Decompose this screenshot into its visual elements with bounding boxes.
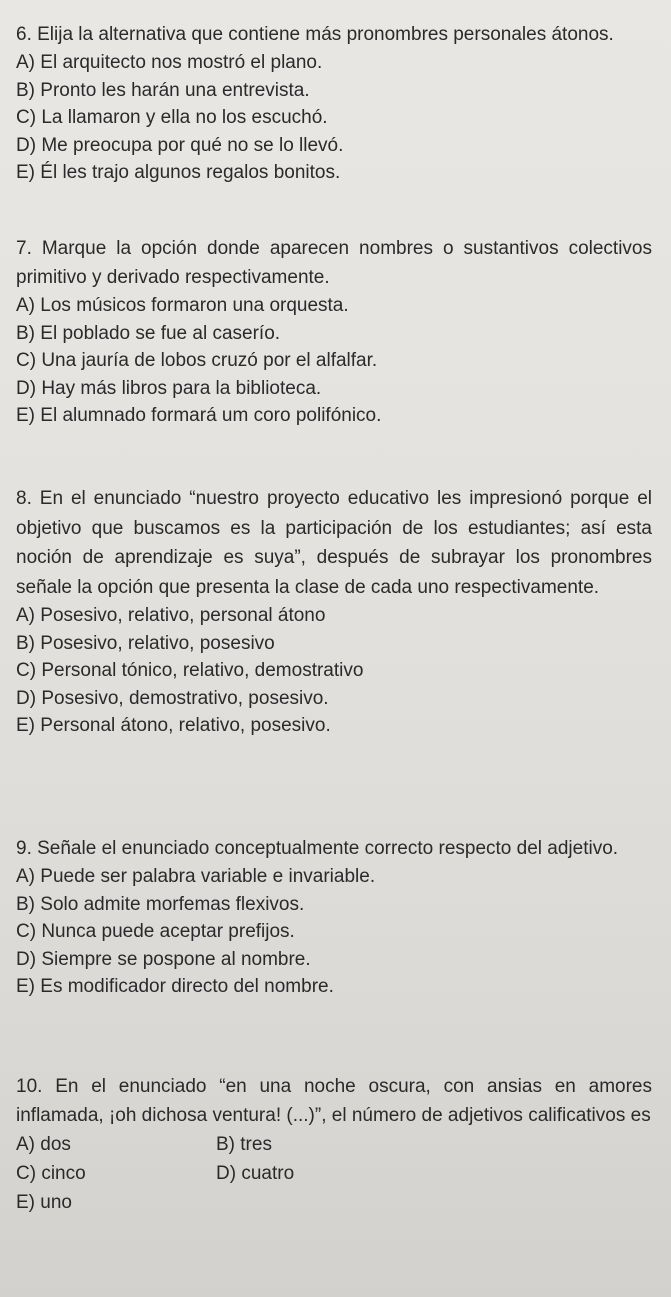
question-6-option-a: A) El arquitecto nos mostró el plano. — [16, 52, 323, 73]
question-9-option-c: C) Nunca puede aceptar prefijos. — [16, 921, 295, 942]
question-8-option-c: C) Personal tónico, relativo, demostrativo — [16, 660, 364, 681]
question-10-option-e: E) uno — [16, 1192, 72, 1213]
question-6-stem: 6. Elija la alternativa que contiene más pronombres personales átonos. — [16, 24, 614, 45]
question-8-option-d: D) Posesivo, demostrativo, posesivo. — [16, 687, 329, 709]
question-6-option-b: B) Pronto les harán una entrevista. — [16, 79, 310, 101]
question-10-option-c: C) cinco — [16, 1163, 86, 1184]
question-7-option-c: C) Una jauría de lobos cruzó por el alfalfar. — [16, 350, 378, 371]
question-6-option-c: C) La llamaron y ella no los escuchó. — [16, 107, 328, 128]
question-7-option-e: E) El alumnado formará um coro polifónico. — [16, 405, 382, 426]
question-7 — [16, 234, 652, 430]
bottom-edge-mark — [372, 1286, 492, 1292]
question-10 — [16, 1072, 652, 1217]
question-10-option-b: B) tres — [216, 1134, 272, 1155]
question-9-option-a: A) Puede ser palabra variable e invariable. — [16, 866, 376, 887]
question-6-option-e: E) Él les trajo algunos regalos bonitos. — [16, 162, 341, 183]
question-6 — [16, 20, 652, 187]
question-6-option-d: D) Me preocupa por qué no se lo llevó. — [16, 134, 344, 156]
question-8 — [16, 484, 652, 740]
question-7-option-a: A) Los músicos formaron una orquesta. — [16, 295, 349, 316]
question-9-option-e: E) Es modificador directo del nombre. — [16, 976, 334, 997]
question-7-stem: 7. Marque la opción donde aparecen nombres o sustantivos colectivos primitivo y derivado respectivamente. — [16, 238, 652, 288]
question-8-option-a: A) Posesivo, relativo, personal átono — [16, 605, 326, 626]
question-10-option-d: D) cuatro — [216, 1163, 295, 1184]
question-8-option-b: B) Posesivo, relativo, posesivo — [16, 632, 275, 654]
question-10-option-a: A) dos — [16, 1134, 71, 1155]
question-9-option-d: D) Siempre se pospone al nombre. — [16, 948, 311, 970]
question-10-stem: 10. En el enunciado “en una noche oscura, con ansias en amores inflamada, ¡oh dichosa ventura! (...)”, el número de adjetivos calificativos es — [16, 1076, 652, 1126]
question-9-stem: 9. Señale el enunciado conceptualmente correcto respecto del adjetivo. — [16, 838, 619, 859]
question-10-options — [16, 1130, 652, 1217]
question-9-option-b: B) Solo admite morfemas flexivos. — [16, 893, 305, 915]
question-9 — [16, 834, 652, 1001]
question-7-option-b: B) El poblado se fue al caserío. — [16, 322, 281, 344]
question-8-stem: 8. En el enunciado “nuestro proyecto educativo les impresionó porque el objetivo que buscamos es la participación de los estudiantes; así esta noción de aprendizaje es suya”, después de subrayar los pronombres señale la opción que presenta la clase de cada uno respectivamente. — [16, 488, 652, 598]
question-7-option-d: D) Hay más libros para la biblioteca. — [16, 377, 322, 399]
question-8-option-e: E) Personal átono, relativo, posesivo. — [16, 715, 331, 736]
